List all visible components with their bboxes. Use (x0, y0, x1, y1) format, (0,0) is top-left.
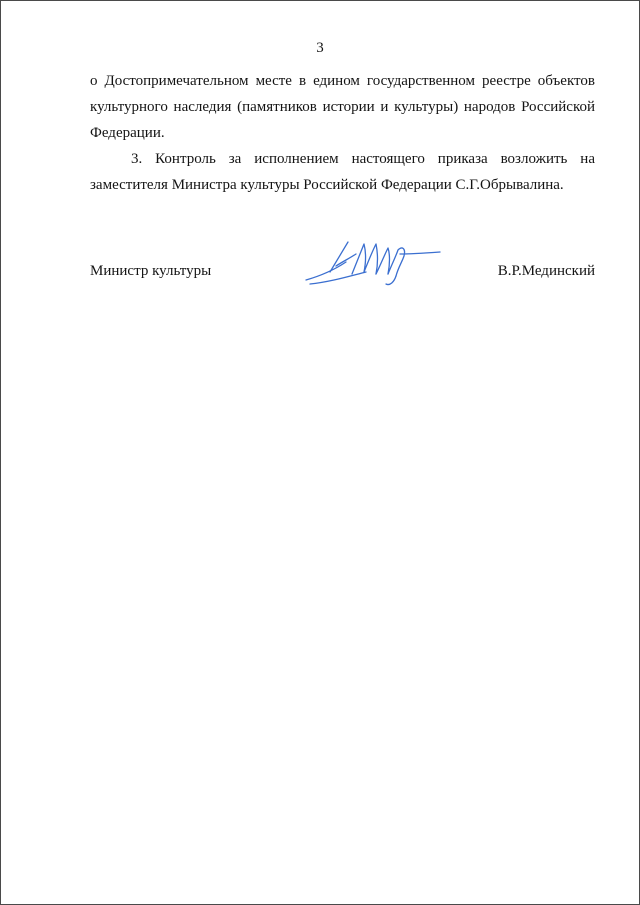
page-number: 3 (316, 40, 324, 56)
signatory-name: В.Р.Мединский (497, 263, 595, 279)
paragraph-continuation: о Достопримечательном месте в едином государственном реестре объектов культурного наследия (памятников истории и культуры) народов Российской Федерации. (90, 73, 595, 141)
document-body (90, 68, 595, 198)
paragraph-item-3: 3. Контроль за исполнением настоящего приказа возложить на заместителя Министра культуры Российской Федерации С.Г.Обрывалина. (90, 151, 595, 193)
signatory-position: Министр культуры (90, 263, 212, 279)
handwritten-signature (300, 232, 445, 292)
